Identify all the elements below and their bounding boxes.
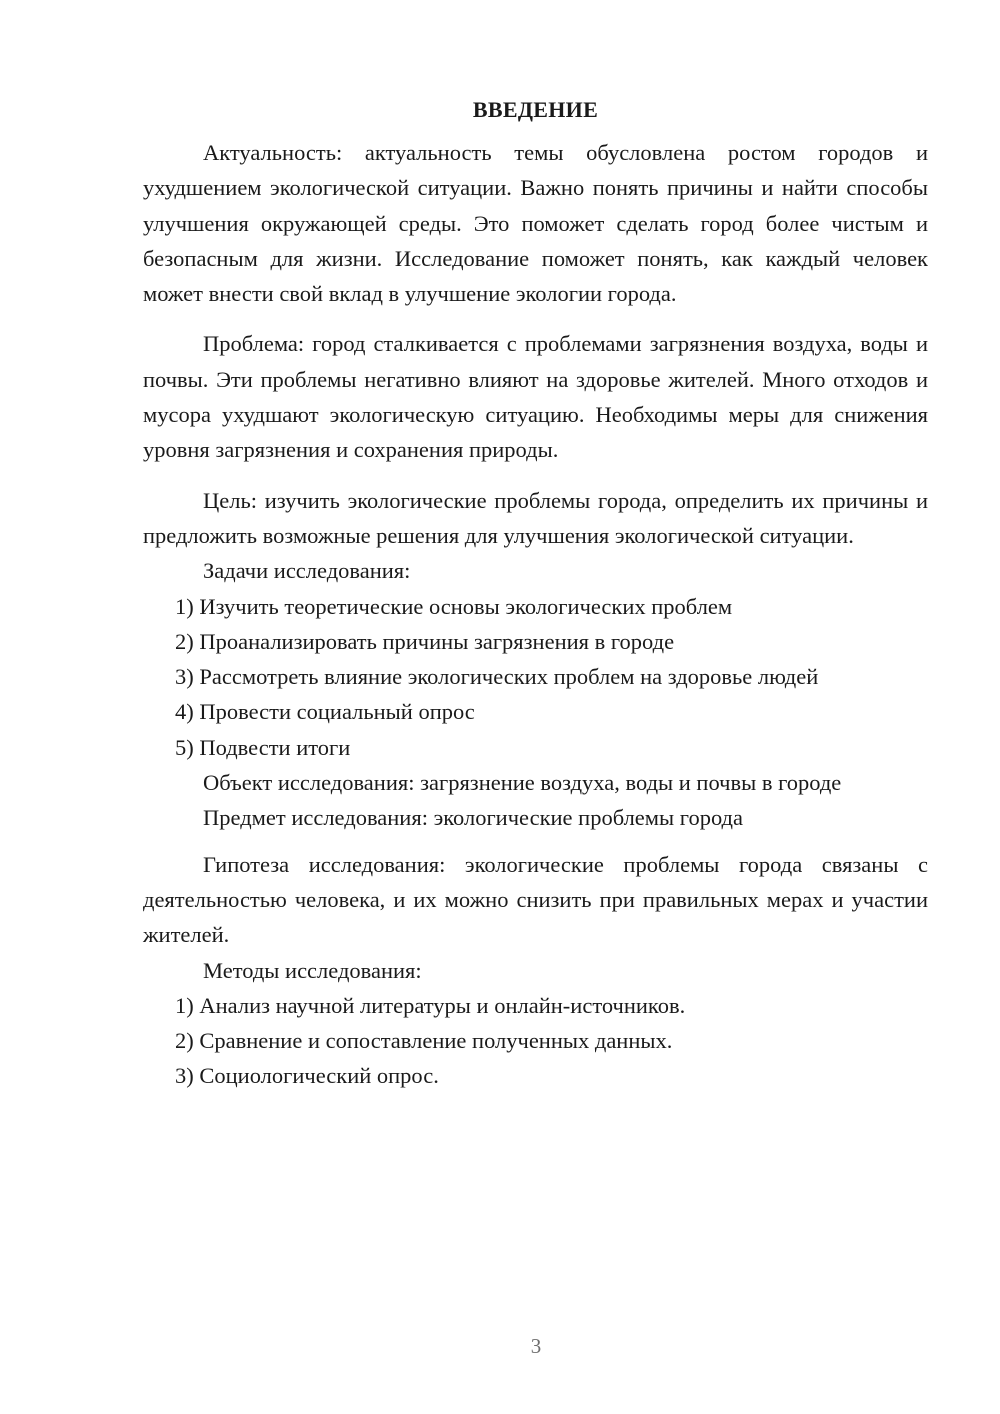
list-item: 1) Анализ научной литературы и онлайн-источников. [175,992,686,1018]
page-content [143,96,928,1094]
methods-list [143,988,928,1094]
subject-line: Предмет исследования: экологические проблемы города [203,805,743,831]
list-item: 2) Сравнение и сопоставление полученных данных. [175,1028,673,1054]
list-item: 1) Изучить теоретические основы экологических проблем [175,593,733,619]
section-title: ВВЕДЕНИЕ [472,97,599,122]
page-number: 3 [530,1334,542,1358]
list-item: 2) Проанализировать причины загрязнения в городе [175,628,675,654]
hypothesis-paragraph: Гипотеза исследования: экологические проблемы города связаны с деятельностью человека, и их можно снизить при правильных мерах и участии жителей. [143,851,928,948]
list-item: 5) Подвести итоги [175,734,351,760]
list-item: 4) Провести социальный опрос [175,699,475,725]
problem-paragraph: Проблема: город сталкивается с проблемами загрязнения воздуха, воды и почвы. Эти проблемы негативно влияют на здоровье жителей. Много отходов и мусора ухудшают экологическую ситуацию. Необходимы меры для снижения уровня загрязнения и сохранения природы. [143,331,928,463]
goal-paragraph: Цель: изучить экологические проблемы города, определить их причины и предложить возможные решения для улучшения экологической ситуации. [143,487,928,548]
list-item: 3) Социологический опрос. [175,1063,439,1089]
object-line: Объект исследования: загрязнение воздуха, воды и почвы в городе [203,770,842,796]
tasks-list [143,589,928,765]
list-item: 3) Рассмотреть влияние экологических проблем на здоровье людей [175,664,819,690]
methods-heading: Методы исследования: [203,957,422,983]
relevance-paragraph: Актуальность: актуальность темы обусловлена ростом городов и ухудшением экологической ситуации. Важно понять причины и найти способы улучшения окружающей среды. Это поможет сделать город более чистым и безопасным для жизни. Исследование поможет понять, как каждый человек может внести свой вклад в улучшение экологии города. [143,140,928,307]
tasks-heading: Задачи исследования: [203,558,411,584]
